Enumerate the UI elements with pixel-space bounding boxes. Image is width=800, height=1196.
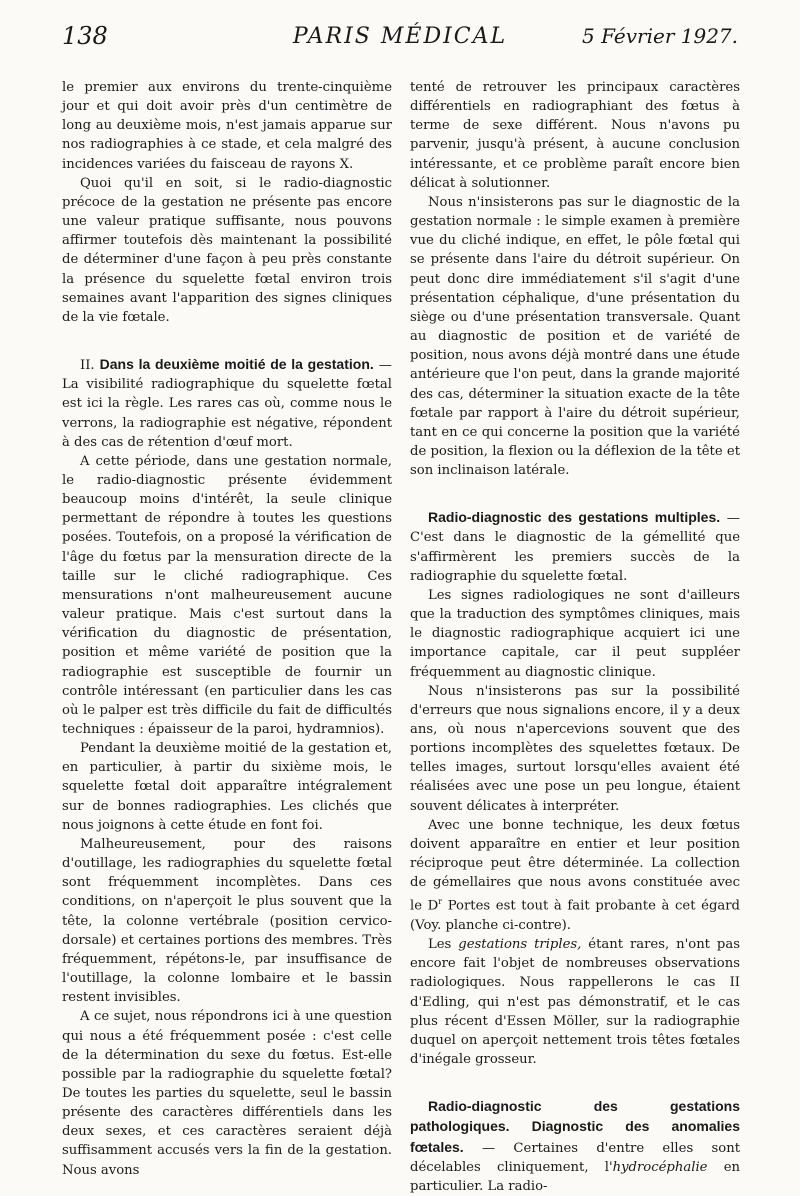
italic-term: hydrocéphalie: [612, 1159, 708, 1175]
paragraph: Nous n'insisterons pas sur le diagnostic de la gestation normale : le simple examen à première vue du cliché indique, en effet, le pôle fœtal qui se présente dans l'aire du détroit supérieur. On peut donc dire immédiatement s'il s'agit d'une présentation céphalique, d'une présentation du siège ou d'une présentation transversale. Quant au diagnostic de position et de variété de position, nous avons déjà montré dans une étude antérieure que l'on peut, dans la grande majorité des cas, déterminer la situation exacte de la tête fœtale par rapport à l'aire du détroit supérieur, tant en ce qui concerne la position que la variété de position, la flexion ou la déflexion de la tête et son inclinaison latérale.: [410, 194, 740, 479]
paragraph: Pendant la deuxième moitié de la gestation et, en particulier, à partir du sixième mois, le squelette fœtal doit apparaître intégralement sur de bonnes radiographies. Les clichés que nous joignons à cette étude en font foi.: [62, 741, 392, 833]
left-column: [62, 78, 392, 1180]
page-header: [62, 18, 738, 58]
text-run: étant rares, n'ont pas encore fait l'objet de nombreuses observations radiologiques. Nous rappellerons le cas II d'Edling, qui n'est pas démonstratif, et le cas plus récent d'Essen Möller, sur la radiographie duquel on aperçoit nettement trois têtes fœtales d'inégale grosseur.: [410, 937, 740, 1068]
section-paragraph: [410, 508, 740, 586]
section-text: — C'est dans le diagnostic de la gémellité que s'affirmèrent les premiers succès de la radiographie du squelette fœtal.: [410, 511, 740, 584]
text-run: Portes est tout à fait probante à cet égard (Voy. planche ci-contre).: [410, 898, 740, 933]
paragraph: Les signes radiologiques ne sont d'ailleurs que la traduction des symptômes cliniques, mais le diagnostic radiographique acquiert ici une importance capitale, car il peut suppléer fréquemment au diagnostic clinique.: [410, 587, 740, 680]
paragraph: tenté de retrouver les principaux caractères différentiels en radiographiant des fœtus à terme de sexe différent. Nous n'avons pu parvenir, jusqu'à présent, à aucune conclusion intéressante, et ce problème paraît encore bien délicat à solutionner.: [410, 80, 740, 191]
section-heading: Dans la deuxième moitié de la gestation.: [99, 356, 374, 373]
paragraph: le premier aux environs du trente-cinquième jour et qui doit avoir près d'un centimètre de long au deuxième mois, n'est jamais apparue sur nos radiographies à ce stade, et cela malgré des incidences variées du faisceau de rayons X.: [62, 80, 392, 172]
right-column: [410, 78, 740, 1196]
section-text: — La visibilité radiographique du squelette fœtal est ici la règle. Les rares cas où, comme nous le verrons, la radiographie est négative, répondent à des cas de rétention d'œuf mort.: [62, 358, 392, 450]
italic-term: gestations triples,: [458, 937, 582, 953]
section-heading: Radio-diagnostic des gestations pathologiques. Diagnostic des anomalies fœtales.: [410, 1098, 740, 1155]
section-text: en particulier. La radio-: [410, 1159, 740, 1194]
section-text: — Certaines d'entre elles sont décelables cliniquement, l': [410, 1140, 740, 1175]
text-run: Avec une bonne technique, les deux fœtus doivent apparaître en entier et leur position réciproque peut être déterminée. La collection de gémellaires que nous avons constituée avec le D: [410, 817, 740, 914]
superscript: r: [438, 897, 443, 907]
section-paragraph: [62, 355, 392, 452]
paragraph: Nous n'insisterons pas sur la possibilité d'erreurs que nous signalions encore, il y a deux ans, où nous n'apercevions souvent que des portions incomplètes des squelettes fœtaux. De telles images, surtout lorsqu'elles avaient été réalisées avec une pose un peu longue, étaient souvent délicates à interpréter.: [410, 683, 740, 814]
journal-title: PARIS MÉDICAL: [292, 24, 508, 49]
issue-date: 5 Février 1927.: [582, 24, 738, 48]
paragraph: [410, 816, 740, 935]
page-number: 138: [62, 22, 108, 50]
paragraph: A ce sujet, nous répondrons ici à une question qui nous a été fréquemment posée : c'est celle de la détermination du sexe du fœtus. Est-elle possible par la radiographie du squelette fœtal? De toutes les parties du squelette, seul le bassin présente des caractères différentiels dans les deux sexes, et ces caractères seraient déjà suffisamment accusés vers la fin de la gestation. Nous avons: [62, 1009, 392, 1178]
section-heading: Radio-diagnostic des gestations multiples.: [428, 509, 721, 526]
paragraph: Malheureusement, pour des raisons d'outillage, les radiographies du squelette fœtal sont fréquemment incomplètes. Dans ces conditions, on n'aperçoit le plus souvent que la tête, la colonne vertébrale (position cervico-dorsale) et certaines portions des membres. Très fréquemment, répétons-le, par insuffisance de l'outillage, la colonne lombaire et le bassin restent invisibles.: [62, 836, 392, 1006]
text-run: Les: [428, 937, 459, 953]
section-paragraph: [410, 1097, 740, 1196]
paragraph: A cette période, dans une gestation normale, le radio-diagnostic présente évidemment beaucoup moins d'intérêt, la seule clinique permettant de répondre à toutes les questions posées. Toutefois, on a proposé la vérification de l'âge du fœtus par la mensuration directe de la taille sur le cliché radiographique. Ces mensurations n'ont malheureusement aucune valeur pratique. Mais c'est surtout dans la vérification du diagnostic de présentation, position et même variété de position que la radiographie est susceptible de fournir un contrôle intéressant (en particulier dans les cas où le palper est très difficile du fait de difficultés techniques : épaisseur de la paroi, hydramnios).: [62, 453, 392, 737]
section-number: II.: [80, 358, 95, 374]
paragraph: [410, 935, 740, 1069]
paragraph: Quoi qu'il en soit, si le radio-diagnostic précoce de la gestation ne présente pas encore une valeur pratique suffisante, nous pouvons affirmer toutefois dès maintenant la possibilité de déterminer d'une façon à peu près constante la présence du squelette fœtal environ trois semaines avant l'apparition des signes cliniques de la vie fœtale.: [62, 175, 392, 325]
